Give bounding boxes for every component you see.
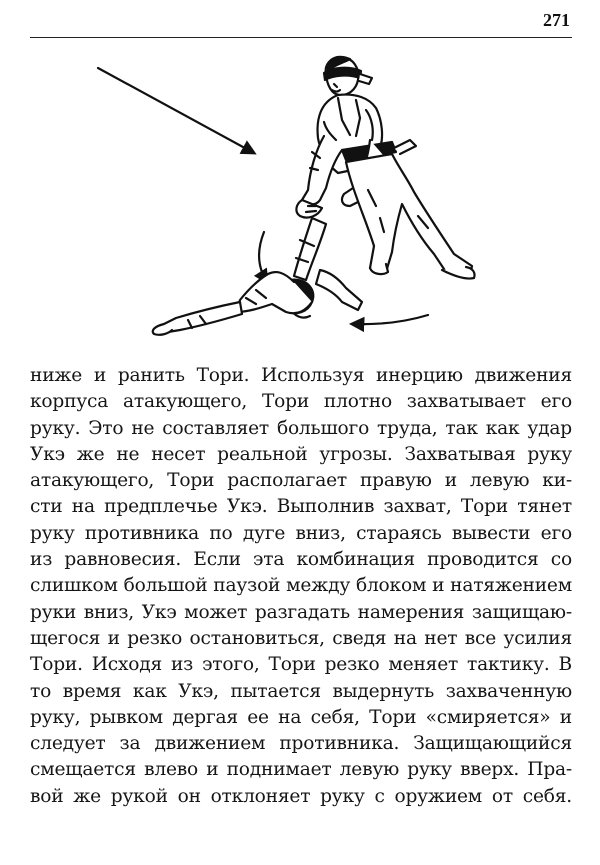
page-number: 271 — [543, 10, 570, 30]
text-line: атакующего, Тори располагает правую и левую ки- — [30, 470, 572, 492]
text-line: корпуса атакующего, Тори плотно захватывает его — [30, 391, 572, 413]
motion-arrow-left — [352, 315, 428, 324]
header-rule — [30, 37, 572, 38]
text-line: из равновесия. Если эта комбинация проводится со — [30, 549, 572, 571]
text-line: вой же рукой он отклоняет руку с оружием от себя. — [30, 785, 572, 807]
text-line: следует за движением противника. Защищающийся — [30, 733, 572, 755]
text-line: руку противника по дуге вниз, стараясь вывести его — [30, 522, 572, 544]
text-line: то время как Укэ, пытается выдернуть захваченную — [30, 680, 572, 702]
text-line: Тори. Исходя из этого, Тори резко меняет тактику. В — [30, 654, 572, 676]
text-line: сти на предплечье Укэ. Выполнив захват, Тори тянет — [30, 496, 572, 518]
text-line: слишком большой паузой между блоком и натяжением — [30, 575, 572, 597]
body-text — [30, 363, 572, 810]
standing-figure — [296, 57, 474, 279]
lying-figure — [153, 218, 362, 335]
judo-throw-illustration — [80, 40, 480, 360]
text-line: Укэ же не несет реальной угрозы. Захватывая руку — [30, 443, 572, 465]
motion-arrow-diagonal — [98, 68, 254, 153]
text-line: смещается влево и поднимает левую руку вверх. Пра- — [30, 759, 572, 781]
text-line: руки вниз, Укэ может разгадать намерения защищаю- — [30, 601, 572, 623]
text-line: ниже и ранить Тори. Используя инерцию движения — [30, 365, 572, 386]
text-line: щегося и резко остановиться, сведя на нет все усилия — [30, 627, 572, 649]
text-line: руку, рывком дергая ее на себя, Тори «смиряется» и — [30, 706, 572, 728]
text-line: руку. Это не составляет большого труда, так как удар — [30, 417, 572, 439]
